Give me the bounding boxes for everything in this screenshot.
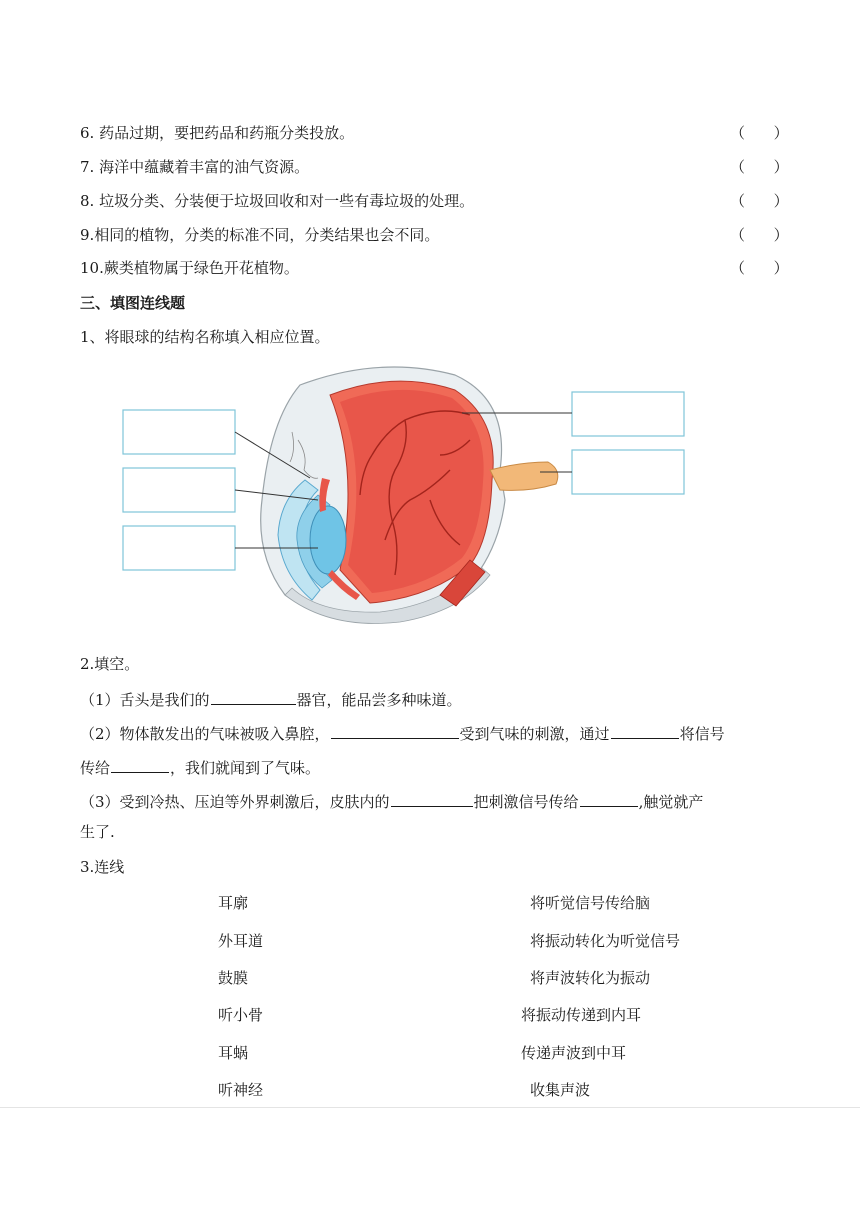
- judgement-item-7: 7. 海洋中蕴藏着丰富的油气资源。: [80, 158, 310, 176]
- blank-text: ,触觉就产: [638, 793, 704, 811]
- blank-line-4: [80, 790, 703, 812]
- blank-line-1: [80, 688, 462, 710]
- ear-function-2[interactable]: 将振动转化为听觉信号: [530, 932, 681, 950]
- judgement-item-6: 6. 药品过期，要把药品和药瓶分类投放。: [80, 124, 355, 142]
- ear-part-6[interactable]: 听神经: [218, 1081, 264, 1099]
- ear-part-1[interactable]: 耳廓: [218, 894, 249, 912]
- blank-text: （1）舌头是我们的: [80, 691, 210, 709]
- answer-blank-6[interactable]: [580, 790, 638, 807]
- blank-text: （2）物体散发出的气味被吸入鼻腔，: [80, 725, 330, 743]
- judgement-item-9: 9.相同的植物，分类的标准不同，分类结果也会不同。: [80, 226, 440, 244]
- blank-text: 把刺激信号传给: [473, 793, 579, 811]
- blank-line-3: [80, 756, 320, 778]
- ear-part-5[interactable]: 耳蜗: [218, 1044, 249, 1062]
- answer-paren-9[interactable]: （ ）: [730, 226, 789, 244]
- ear-function-5[interactable]: 传递声波到中耳: [521, 1044, 627, 1062]
- page-divider: [0, 1107, 860, 1108]
- answer-blank-4[interactable]: [111, 756, 169, 773]
- answer-blank-2[interactable]: [331, 722, 459, 739]
- answer-paren-7[interactable]: （ ）: [730, 158, 789, 176]
- label-box-right-1[interactable]: [572, 392, 684, 436]
- blank-text: 受到气味的刺激，通过: [459, 725, 610, 743]
- judgement-item-10: 10.蕨类植物属于绿色开花植物。: [80, 259, 299, 277]
- answer-paren-8[interactable]: （ ）: [730, 192, 789, 210]
- label-box-left-2[interactable]: [123, 468, 235, 512]
- blank-text: 将信号: [679, 725, 725, 743]
- eyeball-illustration: [261, 367, 558, 623]
- answer-paren-6[interactable]: （ ）: [730, 124, 789, 142]
- question-1-text: 1、将眼球的结构名称填入相应位置。: [80, 328, 330, 346]
- answer-blank-5[interactable]: [391, 790, 473, 807]
- blank-text: 器官，能品尝多种味道。: [296, 691, 462, 709]
- blank-text: 传给: [80, 759, 111, 777]
- ear-part-2[interactable]: 外耳道: [218, 932, 264, 950]
- answer-paren-10[interactable]: （ ）: [730, 259, 789, 277]
- label-box-left-1[interactable]: [123, 410, 235, 454]
- blank-text: （3）受到冷热、压迫等外界刺激后，皮肤内的: [80, 793, 390, 811]
- ear-function-4[interactable]: 将振动传递到内耳: [521, 1006, 642, 1024]
- blank-line-5: 生了.: [80, 823, 115, 841]
- ear-part-4[interactable]: 听小骨: [218, 1006, 264, 1024]
- ear-function-3[interactable]: 将声波转化为振动: [530, 969, 651, 987]
- question-3-title: 3.连线: [80, 858, 125, 876]
- label-box-left-3[interactable]: [123, 526, 235, 570]
- answer-blank-3[interactable]: [611, 722, 679, 739]
- section-title: 三、填图连线题: [80, 294, 186, 312]
- ear-function-6[interactable]: 收集声波: [530, 1081, 591, 1099]
- question-2-title: 2.填空。: [80, 655, 140, 673]
- judgement-item-8: 8. 垃圾分类、分装便于垃圾回收和对一些有毒垃圾的处理。: [80, 192, 475, 210]
- answer-blank-1[interactable]: [211, 688, 296, 705]
- blank-line-2: [80, 722, 725, 744]
- blank-text: ，我们就闻到了气味。: [170, 759, 321, 777]
- ear-part-3[interactable]: 鼓膜: [218, 969, 249, 987]
- label-box-right-2[interactable]: [572, 450, 684, 494]
- ear-function-1[interactable]: 将听觉信号传给脑: [530, 894, 651, 912]
